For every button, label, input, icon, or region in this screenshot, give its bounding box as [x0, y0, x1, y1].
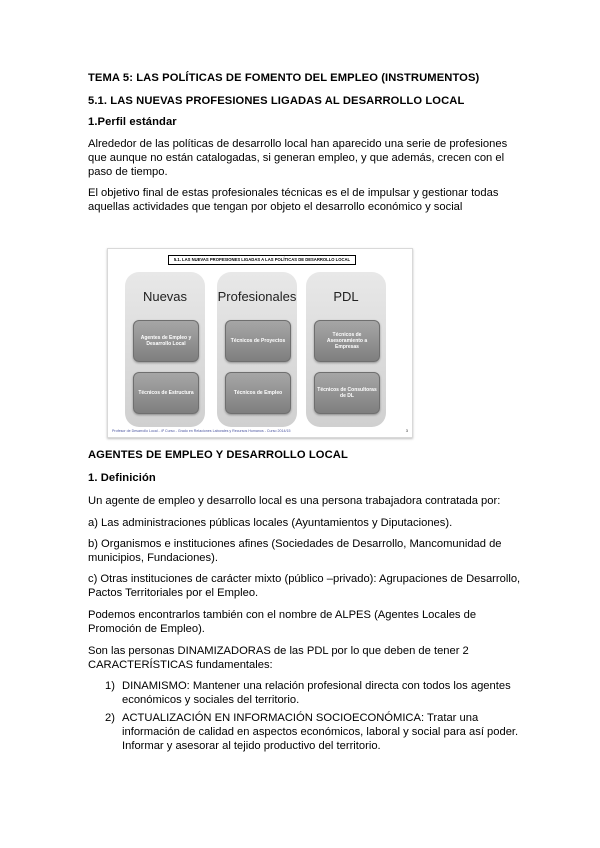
aedl-paragraph-5: Podemos encontrarlos también con el nombre de ALPES (Agentes Locales de Promoción de Empleo). — [88, 609, 477, 635]
slide-footer: Profesor de Desarrollo Local - 4º Curso - Grado en Relaciones Laborales y Recursos Humanos - Curso 2014/15 — [112, 429, 291, 433]
list-item-number: 1) — [105, 680, 115, 692]
aedl-paragraph-1: Un agente de empleo y desarrollo local es una persona trabajadora contratada por: — [88, 495, 501, 507]
slide-box: Técnicos de Asesoramiento a Empresas — [314, 320, 380, 362]
intro-paragraph-1: Alrededor de las políticas de desarrollo local han aparecido una serie de profesiones que aunque no están catalogadas, si generan empleo, y que además, crecen con el paso de tiempo. — [88, 138, 508, 178]
list-item-text: ACTUALIZACIÓN EN INFORMACIÓN SOCIOECONÓMICA: Tratar una información de calidad en aspectos económicos, laboral y social para así poder. Informar y asesorar al tejido productivo del territorio. — [122, 712, 519, 752]
list-item-number: 2) — [105, 712, 115, 724]
slide-column-heading: Profesionales — [217, 289, 297, 304]
slide-title: 5.1. LAS NUEVAS PROFESIONES LIGADAS A LAS POLÍTICAS DE DESARROLLO LOCAL — [168, 255, 356, 265]
aedl-paragraph-6: Son las personas DINAMIZADORAS de las PDL por lo que deben de tener 2 CARACTERÍSTICAS fundamentales: — [88, 645, 469, 671]
slide-box: Técnicos de Estructura — [133, 372, 199, 414]
slide-page-number: 3 — [405, 428, 408, 433]
slide-column-profesionales — [217, 272, 297, 427]
section-heading: 1.Perfil estándar — [88, 116, 177, 128]
aedl-heading: AGENTES DE EMPLEO Y DESARROLLO LOCAL — [88, 449, 348, 461]
list-item — [88, 711, 528, 753]
aedl-paragraph-3: b) Organismos e instituciones afines (Sociedades de Desarrollo, Mancomunidad de municipios, Fundaciones). — [88, 538, 502, 564]
aedl-paragraph-4: c) Otras instituciones de carácter mixto (público –privado): Agrupaciones de Desarrollo, Pactos Territoriales por el Empleo. — [88, 573, 521, 599]
slide-column-nuevas — [125, 272, 205, 427]
section-subtitle: 5.1. LAS NUEVAS PROFESIONES LIGADAS AL DESARROLLO LOCAL — [88, 95, 465, 107]
slide-column-pdl — [306, 272, 386, 427]
aedl-paragraph-2: a) Las administraciones públicas locales (Ayuntamientos y Diputaciones). — [88, 517, 453, 529]
characteristics-list — [88, 679, 528, 757]
slide-column-heading: PDL — [333, 289, 359, 304]
list-item — [88, 679, 528, 707]
slide-box: Técnicos de Consultoras de DL — [314, 372, 380, 414]
slide-box: Agentes de Empleo y Desarrollo Local — [133, 320, 199, 362]
definition-heading: 1. Definición — [88, 472, 156, 484]
slide-column-heading: Nuevas — [142, 289, 188, 304]
slide-figure — [107, 248, 413, 438]
slide-box: Técnicos de Proyectos — [225, 320, 291, 362]
document-title: TEMA 5: LAS POLÍTICAS DE FOMENTO DEL EMPLEO (INSTRUMENTOS) — [88, 72, 480, 84]
list-item-text: DINAMISMO: Mantener una relación profesional directa con todos los agentes económicos y sociales del territorio. — [122, 680, 511, 706]
intro-paragraph-2: El objetivo final de estas profesionales técnicas es el de impulsar y gestionar todas aquellas actividades que tengan por objeto el desarrollo económico y social — [88, 187, 499, 213]
slide-box: Técnicos de Empleo — [225, 372, 291, 414]
